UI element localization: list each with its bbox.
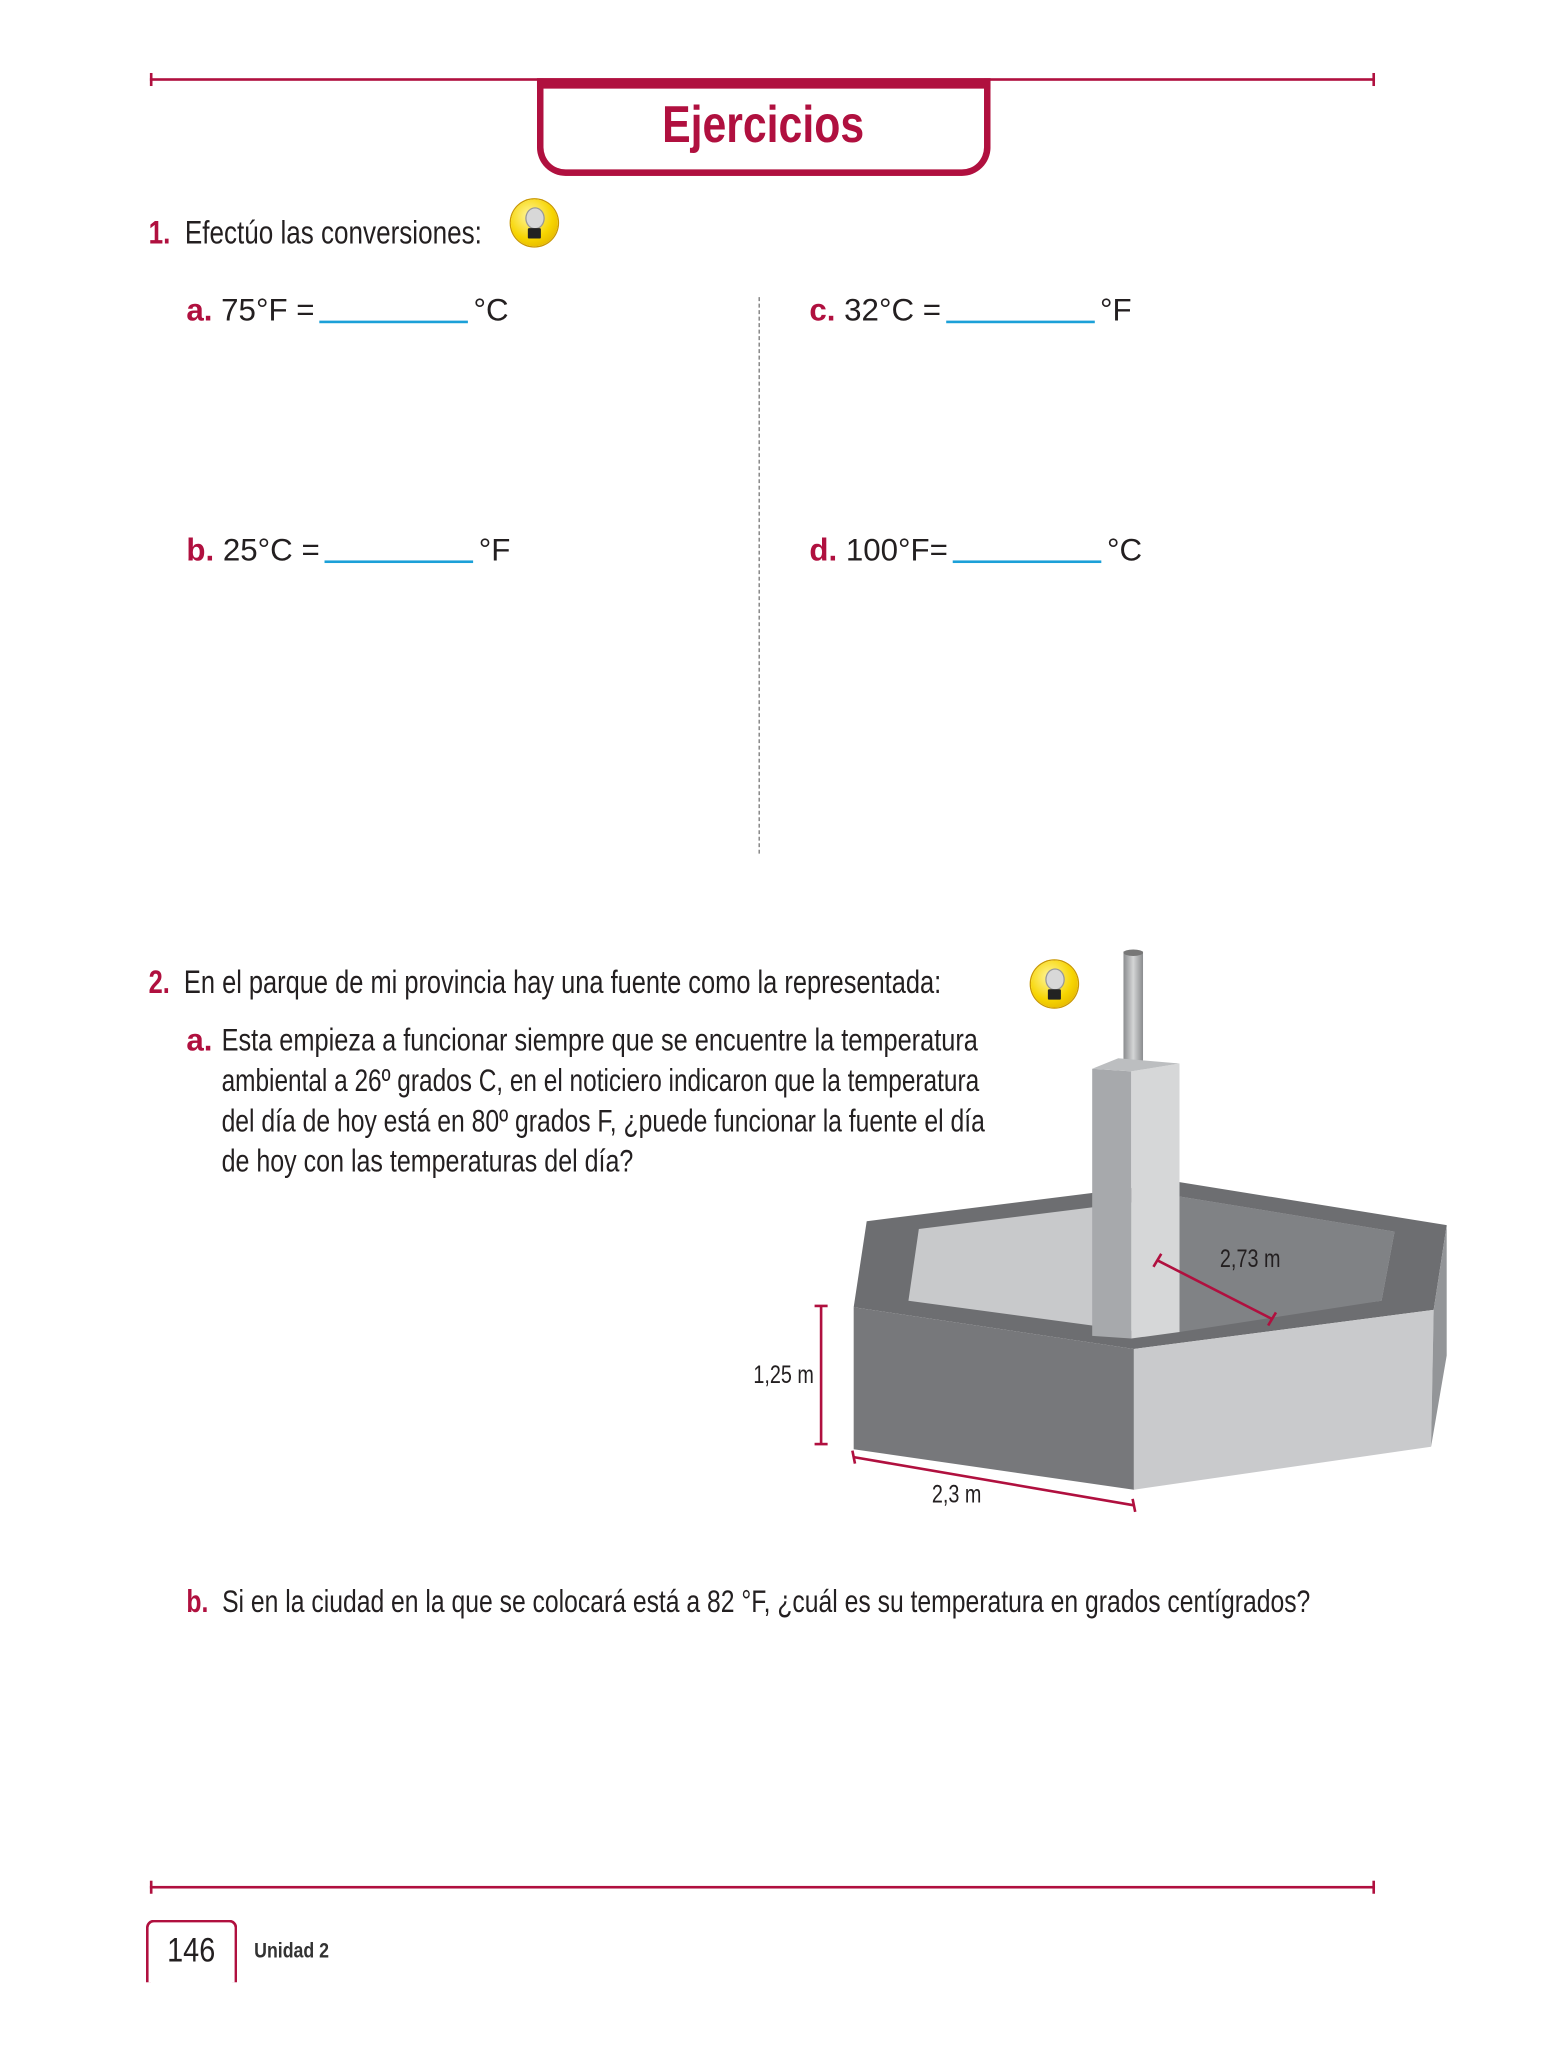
- page-title: Ejercicios: [662, 96, 865, 154]
- text-line: ambiental a 26º grados C, en el noticiero indicaron que la temperatura: [221, 1063, 980, 1099]
- unit: °F: [1100, 293, 1132, 329]
- unit: °C: [1106, 533, 1143, 569]
- side-dimension-label: 2,3 m: [931, 1481, 982, 1510]
- unit: °F: [478, 533, 511, 569]
- item-letter: b.: [186, 533, 215, 569]
- unit: °C: [473, 293, 509, 329]
- conversion-expression: 75°F =: [221, 293, 315, 329]
- item-letter: a.: [186, 1023, 213, 1059]
- item-letter: a.: [186, 293, 213, 329]
- conversion-expression: 100°F=: [845, 533, 948, 569]
- question-2b-text: Si en la ciudad en la que se colocará está a 82 °F, ¿cuál es su temperatura en grados centígrados?: [222, 1584, 1311, 1621]
- bottom-rule: [150, 1886, 1375, 1889]
- apothem-dimension-label: 2,73 m: [1219, 1245, 1281, 1274]
- question-2b: [186, 1582, 1564, 1622]
- unit-label: Unidad 2: [254, 1940, 329, 1963]
- conversion-expression: 32°C =: [844, 293, 942, 329]
- conversion-expression: 25°C =: [222, 533, 320, 569]
- item-letter: c.: [809, 293, 836, 329]
- question-number: 2.: [148, 964, 170, 1001]
- page-number: 146: [167, 1930, 216, 1970]
- text-line: del día de hoy está en 80º grados F, ¿puede funcionar la fuente el día: [221, 1103, 985, 1140]
- question-number: 1.: [148, 215, 171, 252]
- item-letter: d.: [809, 533, 838, 569]
- question-prompt: En el parque de mi provincia hay una fuente como la representada:: [183, 964, 942, 1001]
- item-letter: b.: [186, 1584, 209, 1621]
- question-prompt: Efectúo las conversiones:: [184, 215, 482, 252]
- height-dimension-label: 1,25 m: [753, 1361, 814, 1390]
- fountain-pillar: [1092, 949, 1179, 1338]
- text-line: de hoy con las temperaturas del día?: [221, 1144, 634, 1180]
- text-line: Esta empieza a funcionar siempre que se encuentre la temperatura: [221, 1023, 978, 1059]
